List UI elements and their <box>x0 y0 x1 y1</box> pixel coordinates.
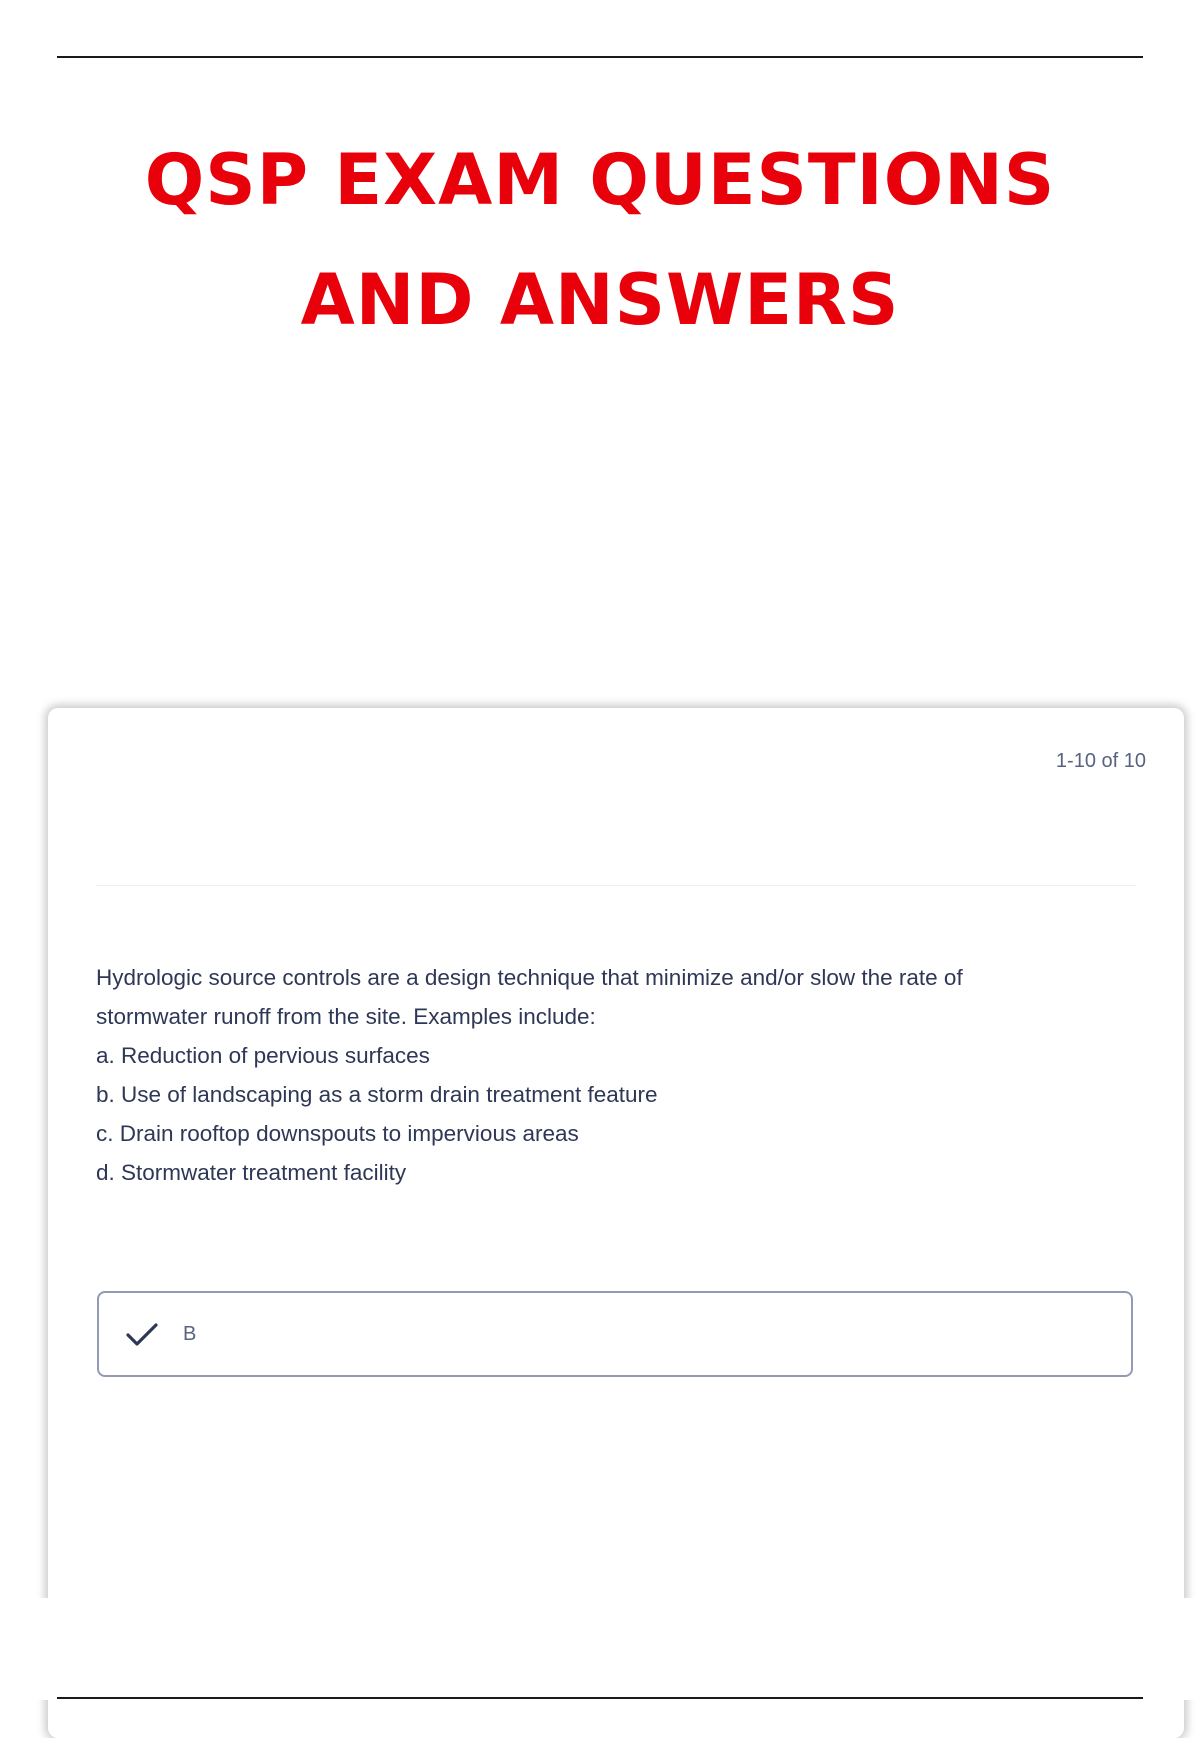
card-counter: 1-10 of 10 <box>1055 750 1146 772</box>
question-line: stormwater runoff from the site. Examples include: <box>96 1004 596 1029</box>
option-a: a. Reduction of pervious surfaces <box>96 1043 430 1068</box>
bottom-rule <box>57 1697 1143 1699</box>
flashcard <box>48 708 1184 1738</box>
answer-box[interactable] <box>97 1291 1133 1377</box>
card-divider <box>96 885 1136 886</box>
option-c: c. Drain rooftop downspouts to impervious areas <box>96 1121 579 1146</box>
document-title-line-1: QSP EXAM QUESTIONS <box>144 139 1056 221</box>
question-text <box>96 958 1096 1192</box>
page-bottom-area <box>0 1598 1200 1700</box>
check-icon <box>125 1322 159 1348</box>
top-rule <box>57 56 1143 58</box>
document-title-line-2: AND ANSWERS <box>300 259 900 341</box>
option-d: d. Stormwater treatment facility <box>96 1160 407 1185</box>
answer-text: B <box>183 1323 197 1345</box>
question-line: Hydrologic source controls are a design technique that minimize and/or slow the rate of <box>96 965 963 990</box>
option-b: b. Use of landscaping as a storm drain treatment feature <box>96 1082 658 1107</box>
